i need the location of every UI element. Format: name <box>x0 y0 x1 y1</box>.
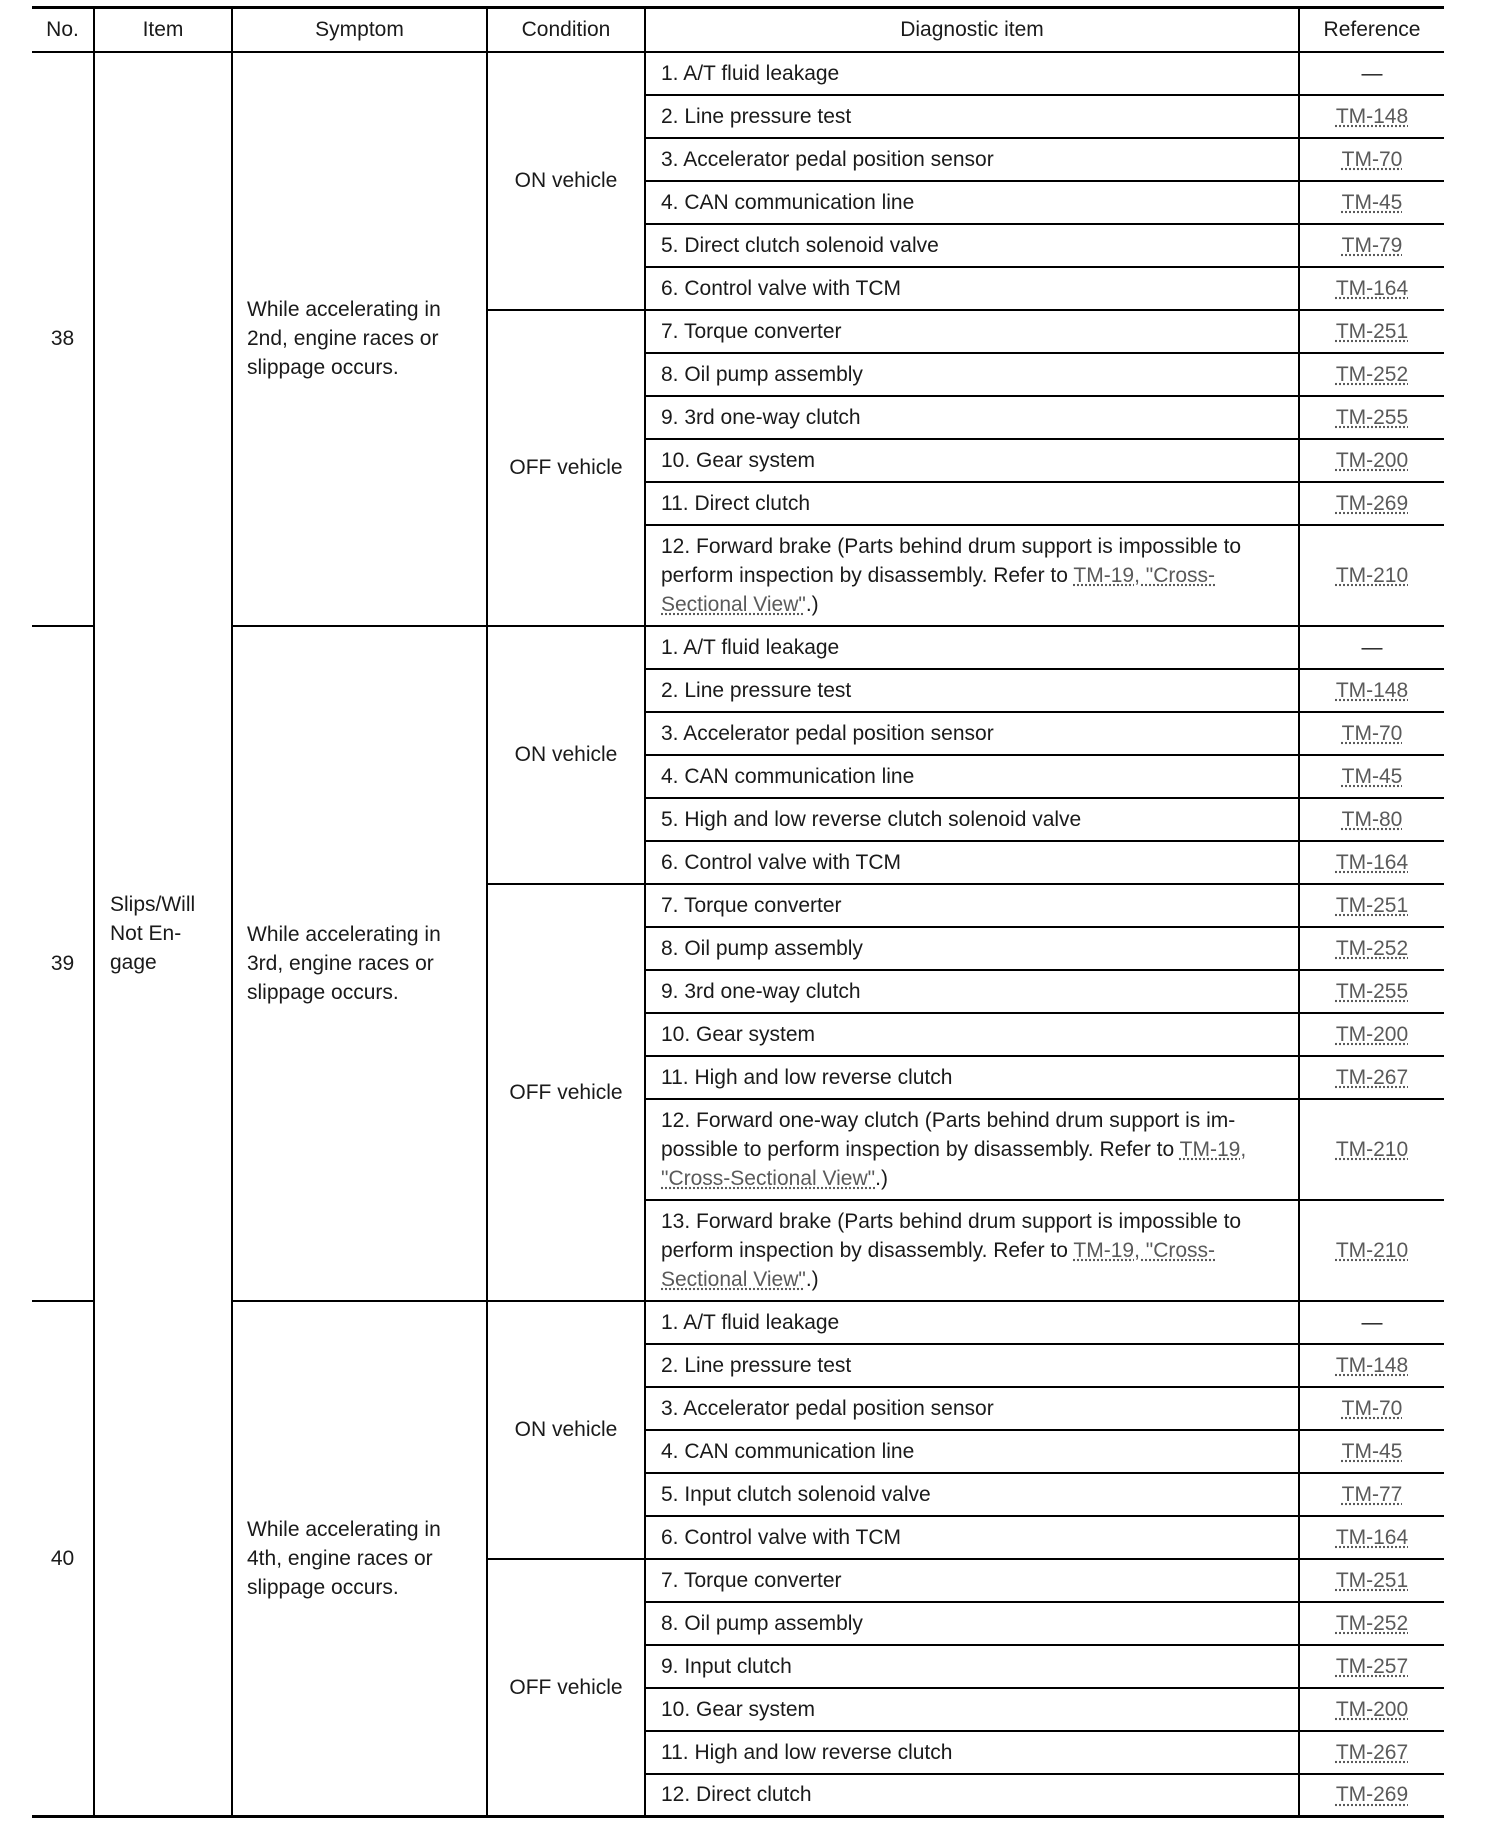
diagnostic-text: 2. Line pressure test <box>661 104 852 128</box>
reference-link[interactable]: TM-70 <box>1341 147 1403 171</box>
diagnostic-text: 10. Gear system <box>661 1697 816 1721</box>
reference-cell <box>1299 52 1444 95</box>
header-row <box>32 8 1444 52</box>
diagnostic-item <box>645 1645 1299 1688</box>
reference-link[interactable]: TM-251 <box>1335 893 1409 917</box>
table-row <box>32 626 1444 669</box>
reference-cell <box>1299 1559 1444 1602</box>
reference-cell <box>1299 267 1444 310</box>
reference-link[interactable]: TM-251 <box>1335 319 1409 343</box>
diagnostic-item <box>645 1602 1299 1645</box>
reference-cell <box>1299 1473 1444 1516</box>
diagnostic-item <box>645 626 1299 669</box>
reference-link[interactable]: TM-164 <box>1335 1525 1409 1549</box>
diagnostic-text-tail: .) <box>805 1267 819 1291</box>
reference-cell <box>1299 884 1444 927</box>
reference-link[interactable]: TM-80 <box>1341 807 1403 831</box>
diagnostic-text: 2. Line pressure test <box>661 678 852 702</box>
diagnostic-item <box>645 439 1299 482</box>
diagnostic-text: 11. Direct clutch <box>661 491 810 515</box>
header-no: No. <box>32 8 94 52</box>
cross-reference-link[interactable]: TM-19, "Cross-Sectional View" <box>661 1137 1247 1190</box>
diagnostic-item <box>645 1516 1299 1559</box>
diagnostic-text: 11. High and low reverse clutch <box>661 1065 953 1089</box>
reference-link[interactable]: TM-45 <box>1341 190 1403 214</box>
diagnostic-text: 8. Oil pump assembly <box>661 362 863 386</box>
reference-cell <box>1299 181 1444 224</box>
diagnostic-item <box>645 755 1299 798</box>
diagnostic-text: 9. 3rd one-way clutch <box>661 405 861 429</box>
diagnostic-item <box>645 884 1299 927</box>
reference-link[interactable]: TM-251 <box>1335 1568 1409 1592</box>
reference-link[interactable]: TM-148 <box>1335 678 1409 702</box>
diagnostic-item <box>645 482 1299 525</box>
diagnostic-text: 2. Line pressure test <box>661 1353 852 1377</box>
diagnostic-item <box>645 1430 1299 1473</box>
diagnostic-item <box>645 841 1299 884</box>
diagnostic-text: 5. High and low reverse clutch solenoid valve <box>661 807 1082 831</box>
diagnostic-text: 4. CAN communication line <box>661 764 915 788</box>
reference-cell <box>1299 1056 1444 1099</box>
condition-label: OFF vehicle <box>487 310 645 626</box>
header-item: Item <box>94 8 232 52</box>
reference-link[interactable]: TM-45 <box>1341 764 1403 788</box>
diagnostic-item <box>645 1559 1299 1602</box>
diagnostic-text: 9. Input clutch <box>661 1654 792 1678</box>
reference-link[interactable]: TM-210 <box>1335 1238 1409 1262</box>
reference-cell <box>1299 1731 1444 1774</box>
reference-link[interactable]: TM-70 <box>1341 1396 1403 1420</box>
reference-link[interactable]: TM-252 <box>1335 362 1409 386</box>
reference-cell <box>1299 1516 1444 1559</box>
condition-label: ON vehicle <box>487 52 645 310</box>
reference-link[interactable]: TM-210 <box>1335 1137 1409 1161</box>
diagnostic-item <box>645 1013 1299 1056</box>
reference-link[interactable]: TM-148 <box>1335 104 1409 128</box>
diagnostic-item <box>645 353 1299 396</box>
diagnostic-item <box>645 1200 1299 1301</box>
reference-link[interactable]: TM-200 <box>1335 1697 1409 1721</box>
diagnostic-text: 1. A/T fluid leakage <box>661 61 840 85</box>
reference-cell <box>1299 755 1444 798</box>
table-body <box>32 52 1444 1817</box>
reference-link[interactable]: TM-200 <box>1335 1022 1409 1046</box>
reference-cell <box>1299 1013 1444 1056</box>
symptom-text: While accelerating in 4th, engine races or slippage occurs. <box>232 1301 487 1817</box>
diagnostic-item <box>645 396 1299 439</box>
reference-cell <box>1299 1344 1444 1387</box>
diagnostic-text: 4. CAN communication line <box>661 1439 915 1463</box>
diagnostic-item <box>645 798 1299 841</box>
cross-reference-link[interactable]: TM-19, "Cross-Sectional View" <box>661 1238 1216 1291</box>
header-condition: Condition <box>487 8 645 52</box>
row-number: 40 <box>32 1301 94 1817</box>
reference-link[interactable]: TM-148 <box>1335 1353 1409 1377</box>
diagnostic-item <box>645 927 1299 970</box>
diagnostic-text: 12. Forward one-way clutch (Parts behind drum support is im-possible to perform inspection by disassembly. Refer to <box>661 1108 1236 1161</box>
reference-cell <box>1299 1774 1444 1817</box>
diagnostic-text: 6. Control valve with TCM <box>661 276 902 300</box>
diagnostic-item <box>645 1731 1299 1774</box>
diagnostic-item <box>645 1056 1299 1099</box>
condition-label: ON vehicle <box>487 626 645 884</box>
reference-cell <box>1299 1099 1444 1200</box>
diagnostic-text: 8. Oil pump assembly <box>661 936 863 960</box>
reference-link[interactable]: TM-267 <box>1335 1740 1409 1764</box>
table-row <box>32 52 1444 95</box>
diagnostic-text: 4. CAN communication line <box>661 190 915 214</box>
reference-cell <box>1299 396 1444 439</box>
diagnostic-item <box>645 1099 1299 1200</box>
reference-cell <box>1299 525 1444 626</box>
diagnostic-item <box>645 1387 1299 1430</box>
reference-cell <box>1299 353 1444 396</box>
reference-link[interactable]: TM-210 <box>1335 563 1409 587</box>
diagnostic-text: 6. Control valve with TCM <box>661 1525 902 1549</box>
diagnostic-item <box>645 1344 1299 1387</box>
diagnostic-text: 3. Accelerator pedal position sensor <box>661 147 994 171</box>
reference-none: — <box>1361 61 1383 85</box>
diagnostic-text: 7. Torque converter <box>661 893 842 917</box>
row-number: 38 <box>32 52 94 626</box>
reference-cell <box>1299 1688 1444 1731</box>
reference-link[interactable]: TM-70 <box>1341 721 1403 745</box>
reference-link[interactable]: TM-267 <box>1335 1065 1409 1089</box>
reference-link[interactable]: TM-164 <box>1335 276 1409 300</box>
reference-cell <box>1299 927 1444 970</box>
diagnostic-item <box>645 1473 1299 1516</box>
symptom-text: While accelerating in 2nd, engine races or slippage occurs. <box>232 52 487 626</box>
reference-link[interactable]: TM-200 <box>1335 448 1409 472</box>
reference-cell <box>1299 439 1444 482</box>
reference-cell <box>1299 1200 1444 1301</box>
diagnostic-text: 1. A/T fluid leakage <box>661 1310 840 1334</box>
reference-link[interactable]: TM-269 <box>1335 491 1409 515</box>
diagnostic-text-tail: .) <box>875 1166 888 1190</box>
diagnostic-text: 3. Accelerator pedal position sensor <box>661 721 994 745</box>
reference-link[interactable]: TM-164 <box>1335 850 1409 874</box>
item-label: Slips/Will Not En-gage <box>94 52 232 1817</box>
diagnostic-text: 1. A/T fluid leakage <box>661 635 840 659</box>
header-diagnostic-item: Diagnostic item <box>645 8 1299 52</box>
reference-link[interactable]: TM-45 <box>1341 1439 1403 1463</box>
reference-cell <box>1299 224 1444 267</box>
diagnostic-text: 8. Oil pump assembly <box>661 1611 863 1635</box>
reference-cell <box>1299 1301 1444 1344</box>
diagnostic-text: 10. Gear system <box>661 1022 816 1046</box>
reference-link[interactable]: TM-257 <box>1335 1654 1409 1678</box>
diagnostic-text-tail: .) <box>805 592 819 616</box>
diagnostic-text: 5. Input clutch solenoid valve <box>661 1482 931 1506</box>
reference-link[interactable]: TM-252 <box>1335 936 1409 960</box>
reference-link[interactable]: TM-79 <box>1341 233 1403 257</box>
diagnostic-text: 12. Direct clutch <box>661 1783 812 1807</box>
diagnostic-text: 9. 3rd one-way clutch <box>661 979 861 1003</box>
condition-label: OFF vehicle <box>487 884 645 1301</box>
diagnostic-text: 11. High and low reverse clutch <box>661 1740 953 1764</box>
diagnostic-item <box>645 970 1299 1013</box>
condition-label: OFF vehicle <box>487 1559 645 1817</box>
reference-cell <box>1299 1602 1444 1645</box>
diagnostic-text: 7. Torque converter <box>661 319 842 343</box>
reference-cell <box>1299 482 1444 525</box>
diagnostic-text: 7. Torque converter <box>661 1568 842 1592</box>
symptom-text: While accelerating in 3rd, engine races or slippage occurs. <box>232 626 487 1301</box>
reference-cell <box>1299 669 1444 712</box>
diagnostic-item <box>645 224 1299 267</box>
row-number: 39 <box>32 626 94 1301</box>
reference-cell <box>1299 138 1444 181</box>
diagnostic-item <box>645 310 1299 353</box>
reference-cell <box>1299 841 1444 884</box>
reference-link[interactable]: TM-255 <box>1335 979 1409 1003</box>
diagnostic-item <box>645 95 1299 138</box>
diagnostic-text: 13. Forward brake (Parts behind drum support is impossible to perform inspection by disassembly. Refer to <box>661 1209 1242 1262</box>
reference-cell <box>1299 1645 1444 1688</box>
diagnostic-text: 10. Gear system <box>661 448 816 472</box>
diagnostic-text: 3. Accelerator pedal position sensor <box>661 1396 994 1420</box>
diagnostic-item <box>645 267 1299 310</box>
diagnostic-item <box>645 712 1299 755</box>
reference-link[interactable]: TM-255 <box>1335 405 1409 429</box>
diagnosis-table-page <box>32 6 1444 1818</box>
cross-reference-link[interactable]: TM-19, "Cross-Sectional View" <box>661 563 1216 616</box>
reference-cell <box>1299 310 1444 353</box>
diagnostic-text: 6. Control valve with TCM <box>661 850 902 874</box>
condition-label: ON vehicle <box>487 1301 645 1559</box>
diagnostic-item <box>645 525 1299 626</box>
diagnostic-text: 5. Direct clutch solenoid valve <box>661 233 939 257</box>
reference-cell <box>1299 1387 1444 1430</box>
reference-cell <box>1299 1430 1444 1473</box>
diagnostic-item <box>645 1774 1299 1817</box>
diagnostic-item <box>645 138 1299 181</box>
reference-cell <box>1299 712 1444 755</box>
diagnostic-item <box>645 181 1299 224</box>
reference-link[interactable]: TM-77 <box>1341 1482 1403 1506</box>
reference-cell <box>1299 626 1444 669</box>
diagnostic-item <box>645 669 1299 712</box>
diagnosis-table <box>32 6 1444 1818</box>
reference-none: — <box>1361 635 1383 659</box>
header-reference: Reference <box>1299 8 1444 52</box>
reference-link[interactable]: TM-269 <box>1335 1783 1409 1807</box>
reference-link[interactable]: TM-252 <box>1335 1611 1409 1635</box>
diagnostic-item <box>645 1301 1299 1344</box>
table-row <box>32 1301 1444 1344</box>
diagnostic-item <box>645 1688 1299 1731</box>
reference-cell <box>1299 95 1444 138</box>
diagnostic-item <box>645 52 1299 95</box>
reference-cell <box>1299 970 1444 1013</box>
diagnostic-text: 12. Forward brake (Parts behind drum support is impossible to perform inspection by disassembly. Refer to <box>661 534 1242 587</box>
header-symptom: Symptom <box>232 8 487 52</box>
reference-cell <box>1299 798 1444 841</box>
reference-none: — <box>1361 1310 1383 1334</box>
